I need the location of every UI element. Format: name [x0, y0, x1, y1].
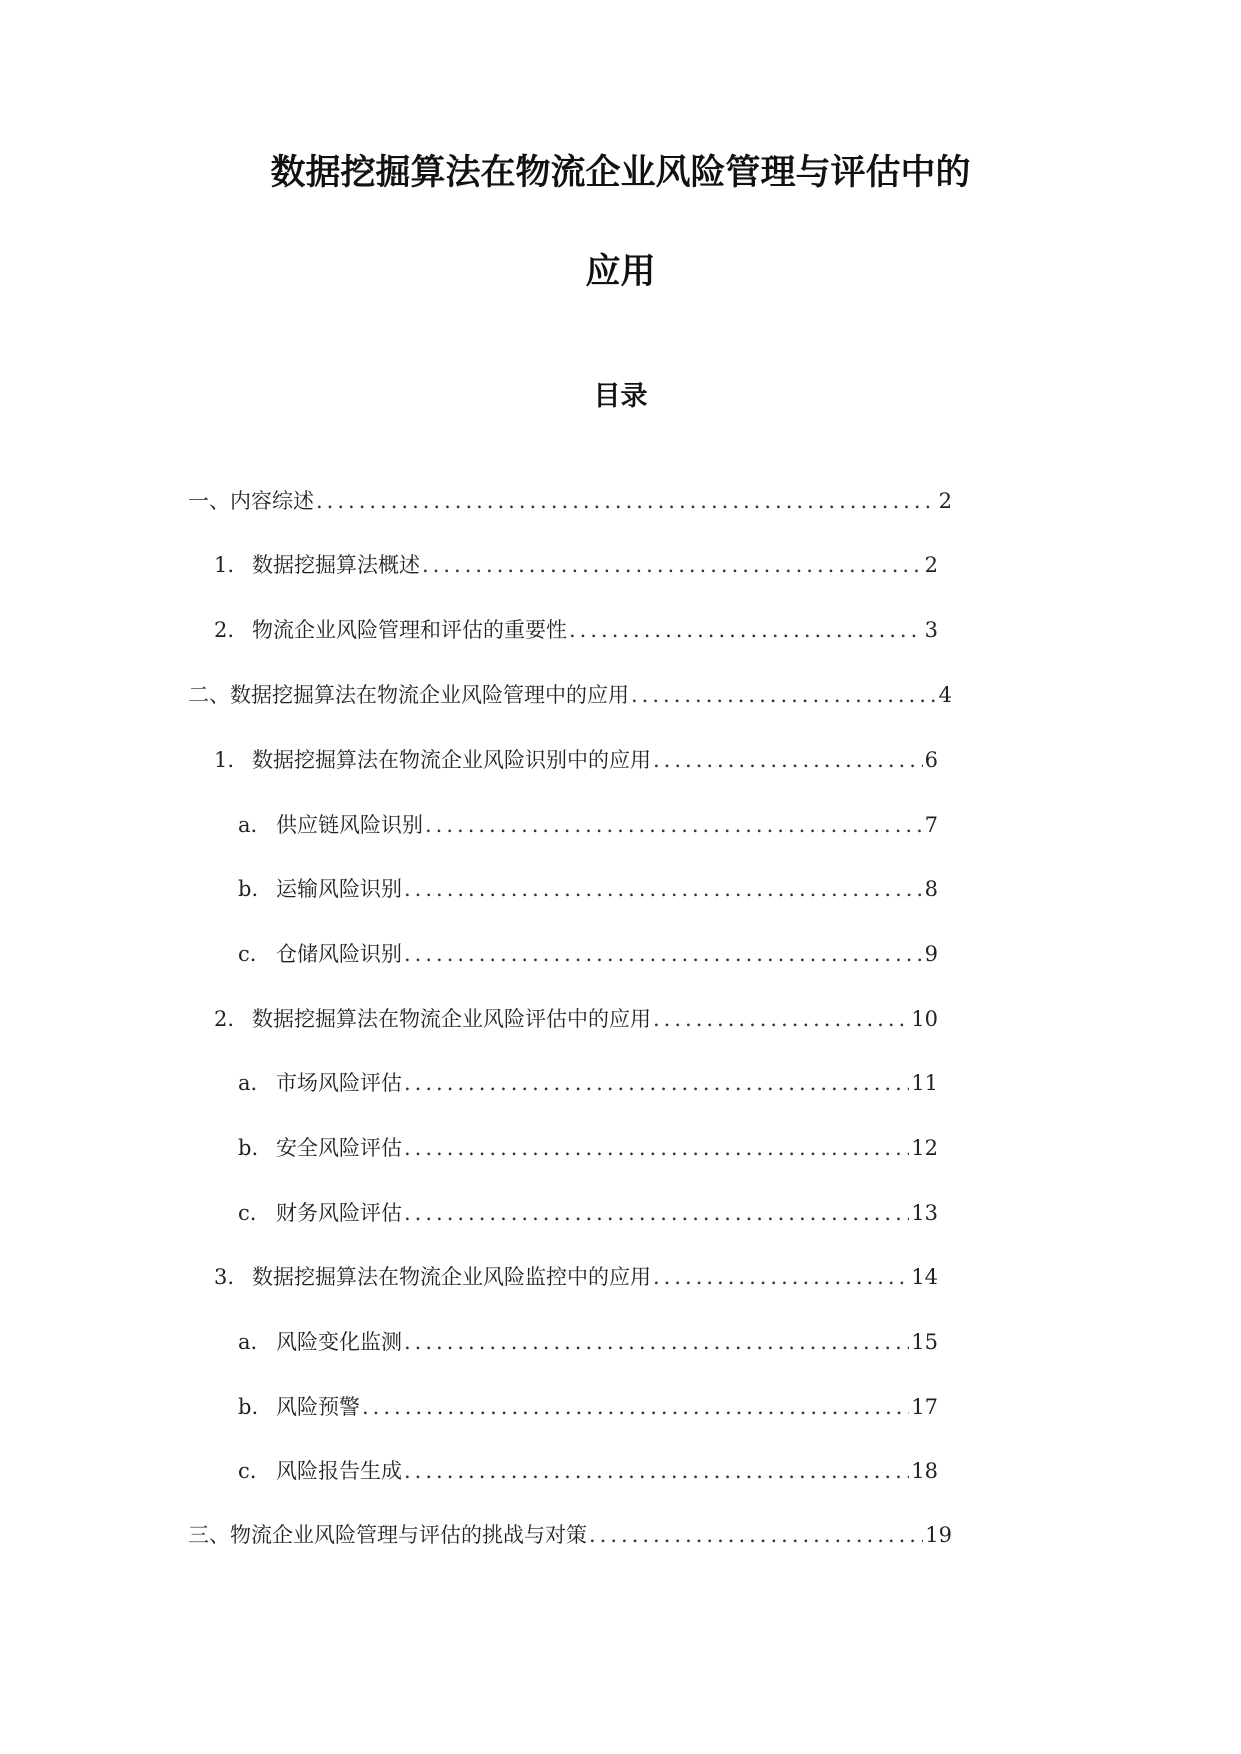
toc-leader-dots — [423, 810, 923, 840]
toc-entry-label: 一、内容综述 — [188, 489, 314, 513]
toc-leader-dots — [651, 1004, 909, 1034]
toc-entry-number: a. — [238, 1330, 258, 1354]
toc-entry-page: 2 — [938, 489, 952, 513]
toc-entry-number: 3. — [214, 1265, 235, 1289]
toc-entry[interactable] — [188, 486, 952, 516]
toc-entry[interactable] — [238, 1133, 938, 1163]
toc-entry-number: c. — [238, 1459, 257, 1483]
toc-entry-number: 1. — [214, 748, 235, 772]
toc-entry[interactable] — [214, 1262, 938, 1292]
toc-entry-label: 二、数据挖掘算法在物流企业风险管理中的应用 — [188, 683, 629, 707]
toc-entry-number: c. — [238, 942, 257, 966]
toc-entry-page: 14 — [911, 1265, 938, 1289]
toc-leader-dots — [567, 615, 923, 645]
toc-entry-label: 风险预警 — [276, 1395, 360, 1419]
toc-entry-page: 11 — [911, 1071, 938, 1095]
toc-leader-dots — [402, 874, 923, 904]
toc-entry[interactable] — [238, 1392, 938, 1422]
toc-entry-number: a. — [238, 813, 258, 837]
toc-entry-label: 运输风险识别 — [276, 877, 402, 901]
toc-entry[interactable] — [238, 1327, 938, 1357]
toc-entry[interactable] — [214, 615, 938, 645]
document-title-line-1: 数据挖掘算法在物流企业风险管理与评估中的 — [270, 153, 971, 193]
toc-entry-page: 19 — [925, 1523, 952, 1547]
toc-entry-number: c. — [238, 1201, 257, 1225]
toc-entry-label: 仓储风险识别 — [276, 942, 402, 966]
toc-heading: 目录 — [593, 381, 648, 412]
toc-entry-number: 1. — [214, 553, 235, 577]
toc-entry-label: 安全风险评估 — [276, 1136, 402, 1160]
toc-leader-dots — [402, 1198, 909, 1228]
toc-entry-page: 13 — [911, 1201, 938, 1225]
toc-entry-number: b. — [238, 877, 259, 901]
toc-entry-page: 17 — [911, 1395, 938, 1419]
toc-leader-dots — [587, 1520, 923, 1550]
toc-entry[interactable] — [188, 680, 952, 710]
toc-entry-number: 2. — [214, 618, 235, 642]
toc-entry-page: 3 — [924, 618, 938, 642]
toc-entry[interactable] — [188, 1520, 952, 1550]
toc-entry-label: 风险变化监测 — [276, 1330, 402, 1354]
toc-leader-dots — [402, 1327, 909, 1357]
toc-leader-dots — [420, 550, 923, 580]
toc-entry-label: 物流企业风险管理和评估的重要性 — [252, 618, 567, 642]
toc-entry-label: 三、物流企业风险管理与评估的挑战与对策 — [188, 1523, 587, 1547]
toc-entry-page: 8 — [924, 877, 938, 901]
toc-entry-page: 9 — [924, 942, 938, 966]
toc-entry-label: 市场风险评估 — [276, 1071, 402, 1095]
toc-entry-page: 18 — [911, 1459, 938, 1483]
document-title-line-2: 应用 — [585, 252, 656, 292]
toc-entry-label: 数据挖掘算法在物流企业风险识别中的应用 — [252, 748, 651, 772]
toc-leader-dots — [651, 745, 923, 775]
toc-leader-dots — [629, 680, 937, 710]
toc-entry[interactable] — [238, 1068, 938, 1098]
toc-leader-dots — [402, 1133, 909, 1163]
toc-entry-page: 6 — [924, 748, 938, 772]
toc-entry-label: 数据挖掘算法概述 — [252, 553, 420, 577]
toc-entry-label: 数据挖掘算法在物流企业风险评估中的应用 — [252, 1007, 651, 1031]
toc-entry-page: 4 — [938, 683, 952, 707]
toc-leader-dots — [651, 1262, 909, 1292]
toc-entry-number: b. — [238, 1136, 259, 1160]
toc-leader-dots — [402, 1456, 909, 1486]
toc-entry[interactable] — [214, 550, 938, 580]
toc-entry-label: 数据挖掘算法在物流企业风险监控中的应用 — [252, 1265, 651, 1289]
toc-entry-number: b. — [238, 1395, 259, 1419]
toc-entry[interactable] — [214, 1004, 938, 1034]
toc-entry-page: 2 — [924, 553, 938, 577]
toc-entry[interactable] — [238, 874, 938, 904]
toc-entry-number: a. — [238, 1071, 258, 1095]
toc-entry-number: 2. — [214, 1007, 235, 1031]
toc-entry[interactable] — [238, 1456, 938, 1486]
toc-leader-dots — [402, 939, 923, 969]
toc-entry-label: 供应链风险识别 — [276, 813, 423, 837]
toc-entry-page: 10 — [911, 1007, 938, 1031]
toc-entry-label: 财务风险评估 — [276, 1201, 402, 1225]
toc-leader-dots — [360, 1392, 909, 1422]
toc-entry[interactable] — [238, 810, 938, 840]
toc-leader-dots — [402, 1068, 909, 1098]
toc-entry[interactable] — [214, 745, 938, 775]
toc-entry[interactable] — [238, 1198, 938, 1228]
toc-entry-label: 风险报告生成 — [276, 1459, 402, 1483]
toc-entry-page: 15 — [911, 1330, 938, 1354]
toc-leader-dots — [314, 486, 937, 516]
toc-entry-page: 12 — [911, 1136, 938, 1160]
toc-entry-page: 7 — [924, 813, 938, 837]
toc-entry[interactable] — [238, 939, 938, 969]
